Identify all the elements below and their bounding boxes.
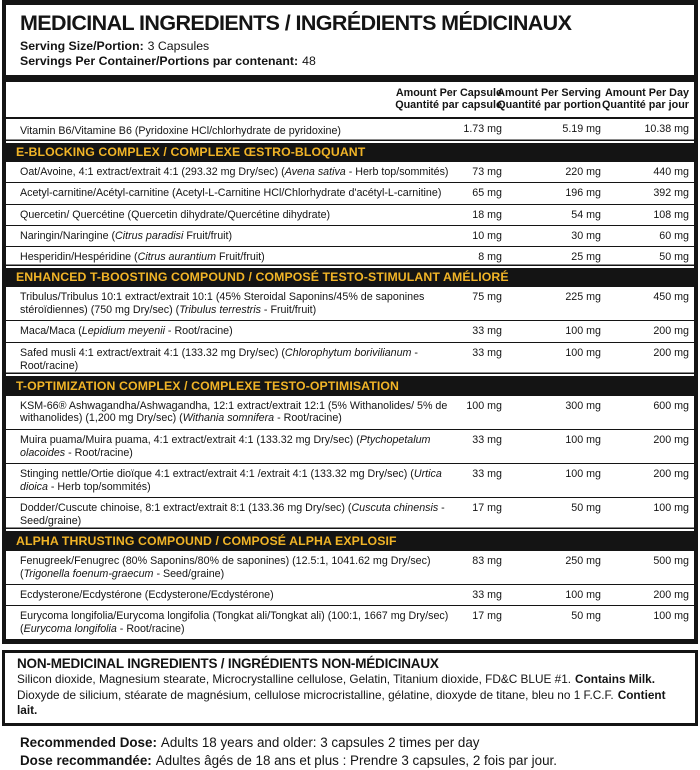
amount-per-day: 50 mg bbox=[659, 251, 689, 264]
amount-per-day: 200 mg bbox=[653, 325, 689, 338]
non-medicinal-line-fr bbox=[17, 688, 683, 719]
ingredient-name-text: Maca/Maca ( bbox=[20, 325, 82, 338]
amount-per-day: 392 mg bbox=[653, 187, 689, 200]
amount-per-serving: 5.19 mg bbox=[562, 122, 601, 135]
ingredient-row bbox=[6, 584, 694, 605]
ingredient-name-text: - Herb top/sommités) bbox=[47, 480, 151, 493]
ingredient-name bbox=[20, 125, 460, 138]
non-medicinal-text-fr: Dioxyde de silicium, stéarate de magnésium, cellulose microcristalline, gélatine, dioxyde de titane, bleu no 1 F.C.F. bbox=[17, 687, 614, 702]
ingredient-row bbox=[6, 320, 694, 341]
ingredient-name-text: - Seed/graine) bbox=[20, 502, 445, 527]
column-header-per-serving bbox=[497, 87, 601, 112]
amount-per-capsule: 17 mg bbox=[472, 610, 502, 623]
ingredient-name-text: - Root/racine) bbox=[116, 623, 185, 636]
recommended-dose-line-en bbox=[20, 734, 700, 752]
column-header-per-day bbox=[602, 87, 689, 112]
title-block bbox=[6, 5, 694, 75]
ingredient-name bbox=[20, 209, 460, 222]
column-header-per-capsule-en: Amount Per Capsule bbox=[395, 86, 502, 99]
column-header-per-capsule-fr: Quantité par capsule bbox=[395, 99, 502, 112]
ingredient-name-text: Muira puama/Muira puama, 4:1 extract/extrait 4:1 (133.32 mg Dry/sec) ( bbox=[20, 433, 360, 446]
ingredient-name-text: KSM-66® Ashwagandha/Ashwagandha, 12:1 extract/extrait 12:1 (5% Withanolides/ 5% de withanolides) (1,200 mg Dry/sec) ( bbox=[20, 399, 448, 425]
amount-per-capsule: 17 mg bbox=[472, 502, 502, 515]
amount-per-capsule: 8 mg bbox=[478, 251, 502, 264]
medicinal-ingredients-panel bbox=[2, 0, 698, 644]
amount-per-serving: 50 mg bbox=[571, 502, 601, 515]
serving-size-line bbox=[20, 39, 680, 54]
amount-per-day: 450 mg bbox=[653, 291, 689, 304]
amount-per-capsule: 100 mg bbox=[466, 399, 502, 412]
recommended-dose-line-fr bbox=[20, 752, 700, 770]
ingredient-row bbox=[6, 396, 694, 429]
column-header-per-day-fr: Quantité par jour bbox=[602, 99, 689, 112]
ingredient-name bbox=[20, 230, 460, 243]
ingredient-name-text: Dodder/Cuscute chinoise, 8:1 extract/extrait 8:1 (133.36 mg Dry/sec) ( bbox=[20, 502, 352, 515]
amount-per-day: 500 mg bbox=[653, 554, 689, 567]
ingredient-name-text: Fruit/fruit) bbox=[183, 230, 233, 243]
ingredient-name bbox=[20, 589, 460, 602]
ingredient-table-body bbox=[6, 119, 694, 640]
amount-per-serving: 100 mg bbox=[565, 467, 601, 480]
ingredient-name-text: Ecdysterone/Ecdystérone (Ecdysterone/Ecdystérone) bbox=[20, 588, 274, 601]
ingredient-name-text: Acetyl-carnitine/Acétyl-carnitine (Acetyl-L-Carnitine HCl/Chlorhydrate d'acétyl-L-carnitine) bbox=[20, 187, 442, 200]
amount-per-serving: 54 mg bbox=[571, 208, 601, 221]
ingredient-latin-name: Citrus aurantium bbox=[137, 251, 217, 264]
ingredient-latin-name: Tribulus terrestris bbox=[179, 304, 261, 317]
ingredient-name bbox=[20, 325, 460, 338]
amount-per-day: 440 mg bbox=[653, 166, 689, 179]
amount-per-serving: 100 mg bbox=[565, 346, 601, 359]
amount-per-serving: 196 mg bbox=[565, 187, 601, 200]
section-header-bar: ENHANCED T-BOOSTING COMPOUND / COMPOSÉ TESTO-STIMULANT AMÉLIORÉ bbox=[6, 268, 694, 288]
ingredient-name-text: - Root/racine) bbox=[20, 346, 418, 372]
amount-per-day: 108 mg bbox=[653, 208, 689, 221]
ingredient-row bbox=[6, 287, 694, 320]
ingredient-row bbox=[6, 342, 694, 376]
ingredient-name bbox=[20, 400, 460, 426]
amount-per-capsule: 83 mg bbox=[472, 554, 502, 567]
amount-per-serving: 250 mg bbox=[565, 554, 601, 567]
ingredient-name bbox=[20, 166, 460, 179]
contains-milk-notice: Contains Milk. bbox=[575, 672, 656, 687]
amount-per-capsule: 33 mg bbox=[472, 346, 502, 359]
amount-per-capsule: 33 mg bbox=[472, 433, 502, 446]
amount-per-capsule: 33 mg bbox=[472, 467, 502, 480]
ingredient-latin-name: Eurycoma longifolia bbox=[23, 623, 117, 636]
amount-per-day: 10.38 mg bbox=[644, 122, 689, 135]
non-medicinal-line-en bbox=[17, 672, 683, 687]
amount-per-day: 100 mg bbox=[653, 610, 689, 623]
non-medicinal-title: NON-MEDICINAL INGREDIENTS / INGRÉDIENTS NON-MÉDICINAUX bbox=[17, 656, 439, 672]
section-header-bar: T-OPTIMIZATION COMPLEX / COMPLEXE TESTO-OPTIMISATION bbox=[6, 376, 694, 396]
ingredient-latin-name: Ptychopetalum olacoides bbox=[20, 433, 431, 459]
ingredient-name-text: Eurycoma longifolia/Eurycoma longifolia (Tongkat ali/Tongkat ali) (100:1, 1667 mg Dry/sec) ( bbox=[20, 610, 449, 636]
ingredient-name-text: - Fruit/fruit) bbox=[260, 304, 317, 317]
ingredient-name-text: Vitamin B6/Vitamine B6 (Pyridoxine HCl/chlorhydrate de pyridoxine) bbox=[20, 124, 341, 137]
ingredient-latin-name: Chlorophytum borivilianum bbox=[284, 346, 412, 359]
amount-per-day: 100 mg bbox=[653, 502, 689, 515]
amount-per-capsule: 75 mg bbox=[472, 291, 502, 304]
serving-size-label: Serving Size/Portion: bbox=[20, 39, 144, 53]
section-header-bar: ALPHA THRUSTING COMPOUND / COMPOSÉ ALPHA EXPLOSIF bbox=[6, 531, 694, 551]
ingredient-name bbox=[20, 468, 460, 494]
recommended-dose-text-fr: Adultes âgés de 18 ans et plus : Prendre 3 capsules, 2 fois par jour. bbox=[155, 753, 557, 769]
ingredient-name-text: - Root/racine) bbox=[164, 325, 233, 338]
ingredient-row bbox=[6, 429, 694, 463]
recommended-dose-block bbox=[20, 734, 700, 769]
ingredient-row bbox=[6, 204, 694, 225]
amount-per-serving: 50 mg bbox=[571, 610, 601, 623]
ingredient-name bbox=[20, 555, 460, 581]
ingredient-row bbox=[6, 246, 694, 267]
ingredient-row bbox=[6, 182, 694, 203]
ingredient-name-text: Oat/Avoine, 4:1 extract/extrait 4:1 (293.32 mg Dry/sec) ( bbox=[20, 166, 285, 179]
ingredient-name-text: Safed musli 4:1 extract/extrait 4:1 (133.32 mg Dry/sec) ( bbox=[20, 346, 285, 359]
ingredient-name-text: Fruit/fruit) bbox=[216, 251, 265, 264]
amount-per-serving: 300 mg bbox=[565, 399, 601, 412]
ingredient-name-text: Fenugreek/Fenugrec (80% Saponins/80% de saponines) (12.5:1, 1041.62 mg Dry/sec) ( bbox=[20, 554, 431, 580]
amount-per-serving: 100 mg bbox=[565, 588, 601, 601]
amount-per-capsule: 10 mg bbox=[472, 230, 502, 243]
amount-per-capsule: 73 mg bbox=[472, 166, 502, 179]
ingredient-name bbox=[20, 434, 460, 460]
ingredient-latin-name: Citrus paradisi bbox=[115, 230, 184, 243]
ingredient-row bbox=[6, 119, 694, 143]
ingredient-name bbox=[20, 291, 460, 317]
amount-per-serving: 100 mg bbox=[565, 325, 601, 338]
amount-per-serving: 225 mg bbox=[565, 291, 601, 304]
amount-per-serving: 220 mg bbox=[565, 166, 601, 179]
ingredient-name-text: - Herb top/sommités) bbox=[345, 166, 449, 179]
ingredient-name bbox=[20, 610, 460, 636]
ingredient-latin-name: Lepidium meyenii bbox=[81, 325, 165, 338]
ingredient-name bbox=[20, 502, 460, 528]
amount-per-day: 200 mg bbox=[653, 346, 689, 359]
amount-per-day: 200 mg bbox=[653, 467, 689, 480]
ingredient-name-text: Naringin/Naringine ( bbox=[20, 230, 116, 243]
servings-per-container-label: Servings Per Container/Portions par contenant: bbox=[20, 54, 299, 69]
ingredient-name bbox=[20, 187, 460, 200]
amount-per-serving: 100 mg bbox=[565, 433, 601, 446]
amount-per-day: 60 mg bbox=[659, 230, 689, 243]
amount-per-capsule: 65 mg bbox=[472, 187, 502, 200]
ingredient-latin-name: Urtica dioica bbox=[20, 467, 442, 493]
column-headers bbox=[6, 82, 694, 119]
ingredient-name-text: - Root/racine) bbox=[274, 412, 342, 425]
ingredient-latin-name: Withania somnifera bbox=[182, 412, 275, 425]
ingredient-latin-name: Trigonella foenum-graecum bbox=[23, 567, 154, 580]
ingredient-row bbox=[6, 463, 694, 497]
ingredient-name-text: - Root/racine) bbox=[65, 446, 133, 459]
amount-per-capsule: 33 mg bbox=[472, 588, 502, 601]
amount-per-day: 200 mg bbox=[653, 588, 689, 601]
recommended-dose-label-en: Recommended Dose: bbox=[20, 735, 157, 751]
ingredient-latin-name: Avena sativa bbox=[284, 166, 346, 179]
servings-per-container-line bbox=[20, 54, 680, 69]
ingredient-row bbox=[6, 162, 694, 182]
amount-per-day: 200 mg bbox=[653, 433, 689, 446]
recommended-dose-label-fr: Dose recommandée: bbox=[20, 753, 152, 769]
non-medicinal-box bbox=[2, 650, 698, 726]
ingredient-latin-name: Cuscuta chinensis bbox=[351, 502, 439, 515]
ingredient-row bbox=[6, 551, 694, 584]
amount-per-serving: 25 mg bbox=[571, 251, 601, 264]
section-header-bar: E-BLOCKING COMPLEX / COMPLEXE ŒSTRO-BLOQUANT bbox=[6, 143, 694, 163]
amount-per-capsule: 18 mg bbox=[472, 208, 502, 221]
amount-per-serving: 30 mg bbox=[571, 230, 601, 243]
ingredient-name-text: Hesperidin/Hespéridine ( bbox=[20, 251, 138, 264]
ingredient-row bbox=[6, 605, 694, 639]
title-divider-bar bbox=[6, 75, 694, 82]
amount-per-capsule: 33 mg bbox=[472, 325, 502, 338]
contient-lait-notice: Contient lait. bbox=[17, 687, 666, 718]
ingredient-name-text: Tribulus/Tribulus 10:1 extract/extrait 10:1 (45% Steroidal Saponins/45% de saponines stéroïdiennes) (750 mg Dry/sec) ( bbox=[20, 291, 425, 317]
column-header-per-day-en: Amount Per Day bbox=[605, 86, 689, 99]
ingredient-name bbox=[20, 251, 460, 264]
recommended-dose-text-en: Adults 18 years and older: 3 capsules 2 times per day bbox=[160, 735, 480, 751]
ingredient-row bbox=[6, 225, 694, 246]
ingredient-name-text: Stinging nettle/Ortie dioïque 4:1 extract/extrait 4:1 /extrait 4:1 (133.32 mg Dry/sec) ( bbox=[20, 467, 414, 480]
column-header-per-serving-fr: Quantité par portion bbox=[497, 99, 601, 112]
amount-per-capsule: 1.73 mg bbox=[463, 122, 502, 135]
serving-size-value: 3 Capsules bbox=[147, 39, 210, 53]
ingredient-name bbox=[20, 347, 460, 373]
panel-title: MEDICINAL INGREDIENTS / INGRÉDIENTS MÉDICINAUX bbox=[20, 11, 572, 35]
amount-per-day: 600 mg bbox=[653, 399, 689, 412]
ingredient-name-text: - Seed/graine) bbox=[153, 567, 225, 580]
column-header-per-serving-en: Amount Per Serving bbox=[497, 86, 601, 99]
servings-per-container-value: 48 bbox=[302, 54, 316, 69]
non-medicinal-text-en: Silicon dioxide, Magnesium stearate, Microcrystalline cellulose, Gelatin, Titanium dioxide, FD&C BLUE #1. bbox=[17, 672, 572, 687]
ingredient-name-text: Quercetin/ Quercétine (Quercetin dihydrate/Quercétine dihydrate) bbox=[20, 208, 331, 221]
ingredient-row bbox=[6, 497, 694, 531]
column-header-per-capsule bbox=[395, 87, 502, 112]
